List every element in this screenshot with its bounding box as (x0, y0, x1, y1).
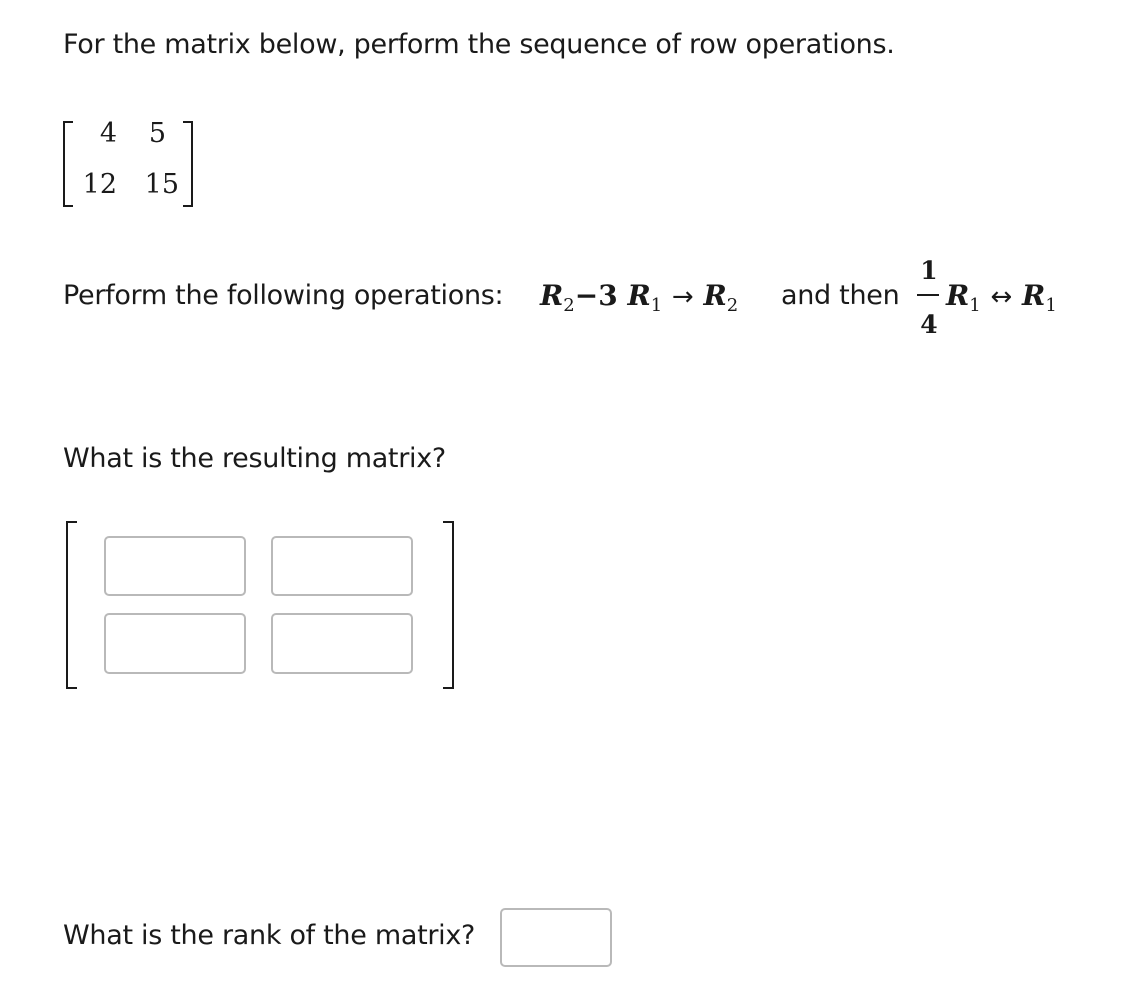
op1-r1: R (627, 279, 651, 312)
question-intro: For the matrix below, perform the sequence of row operations. (63, 29, 895, 60)
op2-target: R (1022, 279, 1046, 312)
op1-r2-sub: 2 (563, 295, 575, 316)
result-right-bracket (443, 521, 454, 689)
op2-r1: R (946, 279, 970, 312)
fraction-bar (917, 294, 939, 296)
operation-2 (946, 279, 1057, 316)
rank-prompt: What is the rank of the matrix? (63, 920, 476, 951)
and-then-text: and then (781, 280, 900, 311)
result-cell-r1c2-input[interactable] (271, 536, 413, 596)
result-cell-r2c1-input[interactable] (104, 613, 246, 674)
op1-r2: R (540, 279, 564, 312)
op2-target-sub: 1 (1045, 295, 1057, 316)
op1-minus: −3 (574, 279, 618, 312)
left-right-arrow-icon: ↔ (990, 282, 1013, 312)
rank-input[interactable] (500, 908, 612, 967)
matrix-cell-r1c2: 5 (148, 118, 166, 149)
operation-1 (540, 279, 739, 316)
op2-r1-sub: 1 (969, 295, 981, 316)
frac-denominator: 4 (920, 310, 938, 339)
result-prompt: What is the resulting matrix? (63, 443, 446, 474)
frac-numerator: 1 (920, 256, 938, 285)
right-arrow-icon: → (671, 282, 694, 312)
matrix-cell-r2c2: 15 (144, 169, 179, 200)
result-cell-r2c2-input[interactable] (271, 613, 413, 674)
given-matrix (63, 115, 193, 207)
result-cell-r1c1-input[interactable] (104, 536, 246, 596)
matrix-cell-r2c1: 12 (82, 169, 117, 200)
op1-target: R (703, 279, 727, 312)
matrix-left-bracket (63, 121, 73, 207)
result-left-bracket (66, 521, 77, 689)
op1-target-sub: 2 (726, 295, 739, 316)
matrix-cell-r1c1: 4 (99, 118, 117, 149)
matrix-right-bracket (183, 121, 193, 207)
op1-r1-sub: 1 (650, 295, 663, 316)
operations-prefix: Perform the following operations: (63, 280, 504, 311)
